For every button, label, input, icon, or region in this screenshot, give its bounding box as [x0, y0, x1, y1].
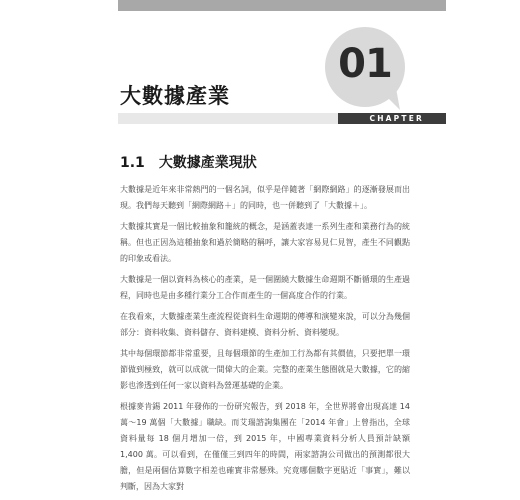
paragraph: 在我看來，大數據產業生產流程從資料生命週期的傳導和演變來說，可以分為幾個部分：資料收集、資料儲存、資料建模、資料分析、資料變現。	[120, 312, 410, 337]
section-number: 1.1	[120, 155, 145, 171]
chapter-number: 01	[338, 41, 392, 87]
paragraph: 其中每個環節都非常重要，且每個環節的生產加工行為都有其價值，只要把單一環節做到極致，就可以成就一間偉大的企業。完整的產業生態圈就是大數據，它的縮影也滲透到任何一家以資料為營運基礎的企業。	[120, 349, 410, 390]
paragraph: 大數據其實是一個比較抽象和籠統的概念，是涵蓋表達一系列生產和業務行為的統稱。但也正因為這種抽象和過於簡略的稱呼，讓大家容易見仁見智，產生不同觀點的印象或看法。	[120, 222, 410, 263]
paragraph: 大數據是近年來非常熱門的一個名詞，似乎是伴隨著「網際網路」的逐漸發展而出現。我們每天聽到「網際網路＋」的同時，也一併聽到了「大數據＋」。	[120, 185, 410, 210]
top-decorative-bar	[118, 0, 446, 11]
section-heading	[120, 152, 257, 172]
chapter-bar	[118, 113, 446, 124]
chapter-title: 大數據產業	[120, 84, 230, 108]
section-title: 大數據產業現狀	[158, 155, 257, 171]
chapter-number-badge	[322, 24, 412, 114]
paragraph: 大數據是一個以資料為核心的產業，是一個圍繞大數據生命週期不斷循環的生產過程，同時也是由多種行業分工合作而產生的一個高度合作的行業。	[120, 275, 410, 300]
body-text	[120, 182, 410, 500]
paragraph: 根據麥肯錫 2011 年發佈的一份研究報告，到 2018 年，全世界將會出現高達 14 萬～19 萬個「大數據」職缺。而艾瑞諮詢集團在「2014 年會」上曾指出，全球資料量每 18 個月增加一倍，到 2015 年，中國專業資料分析人員預計缺額 1,400 萬。可以看到，在僅僅三到四年的時間，兩家諮詢公司做出的預測都很大膽，但是兩個估算數字相差也確實非常懸殊。究竟哪個數字更貼近「事實」，難以判斷，因為大家對	[120, 402, 410, 491]
chapter-label-bar	[338, 113, 446, 124]
chapter-label: CHAPTER	[369, 114, 424, 123]
